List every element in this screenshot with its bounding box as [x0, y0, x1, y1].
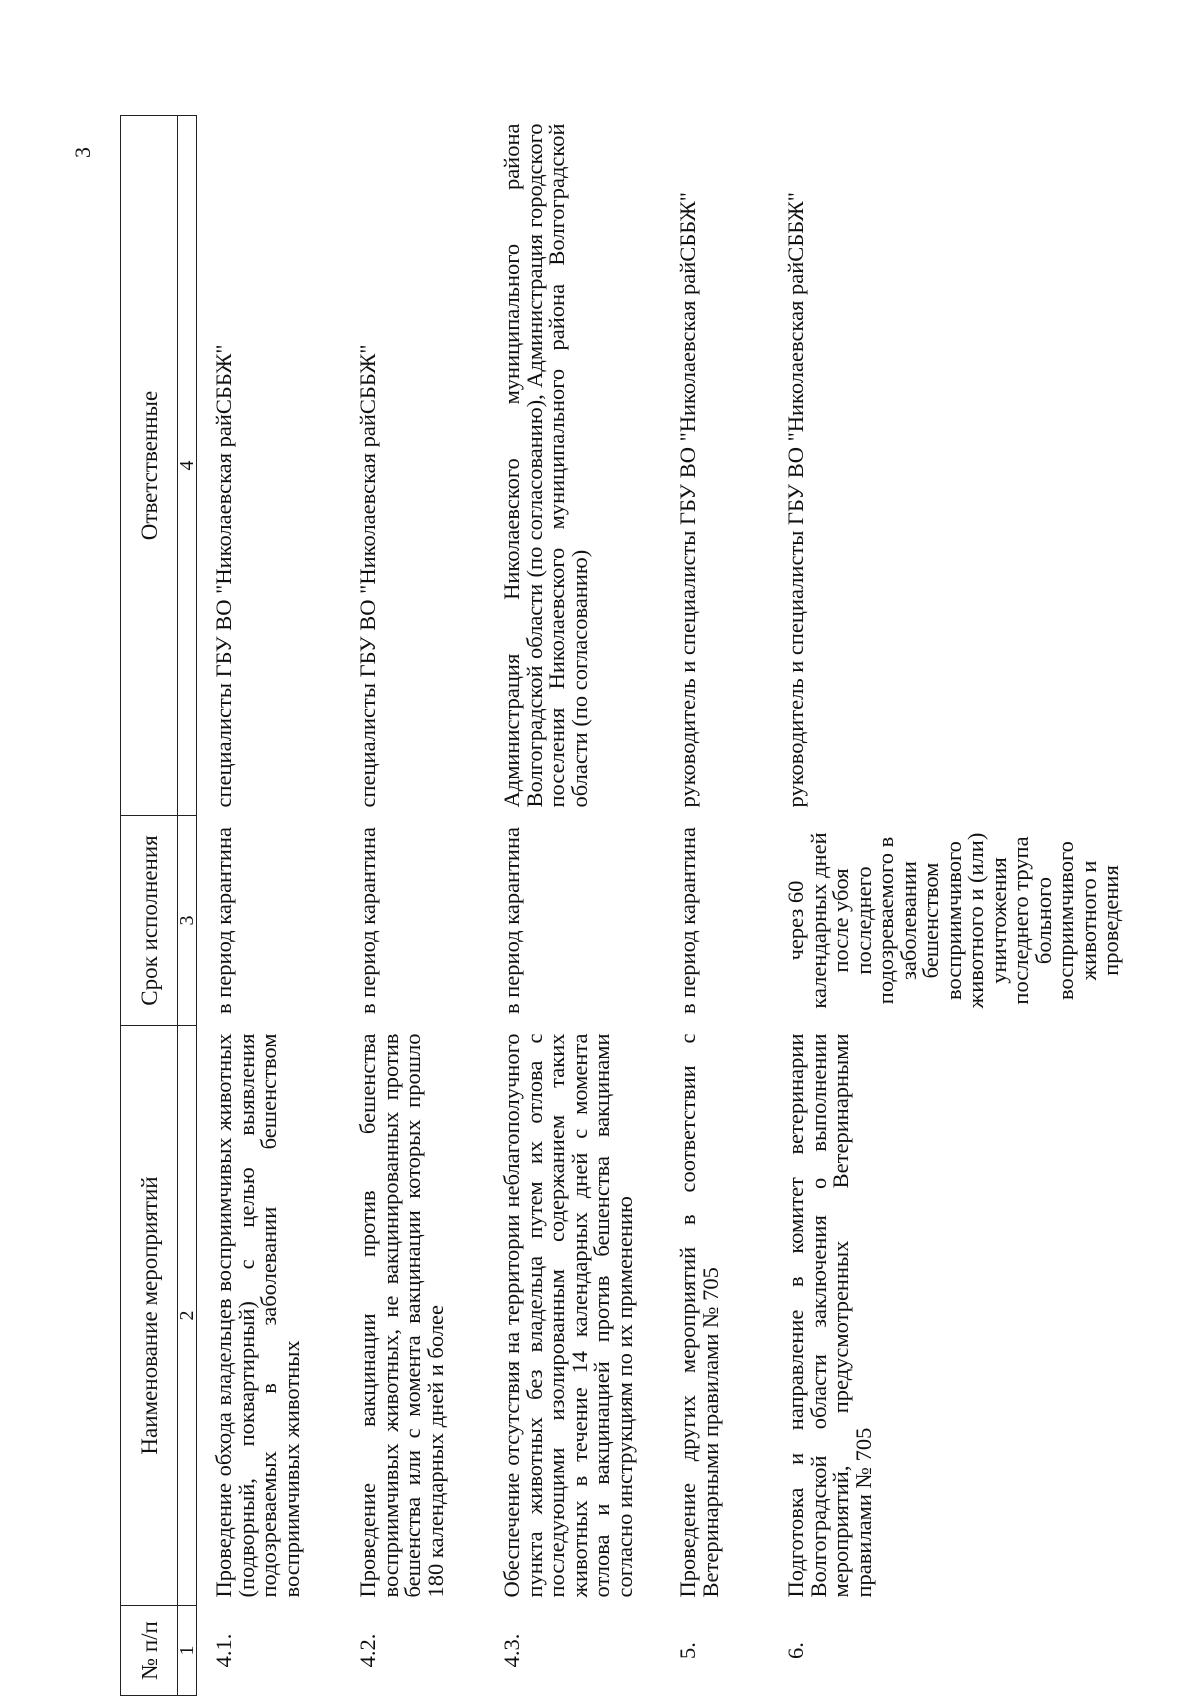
row-number: 5.: [675, 1642, 700, 1659]
deadline: в период карантина: [211, 827, 236, 1014]
measure-name: Проведение других мероприятий в соответствии с Ветеринарными правилами № 705: [675, 1033, 723, 1598]
column-number: 1: [178, 1606, 197, 1696]
deadline: в период карантина: [355, 827, 380, 1014]
row-number: 4.1.: [211, 1633, 236, 1668]
header-responsible: Ответственные: [121, 116, 178, 816]
measure-name: Обеспечение отсутствия на территории неблагополучного пункта животных без владельца путем их отлова с последующими изолированным содержанием таких животных в течение 14 календарных дней с момента отлова и вакцинацией против бешенства вакцинами согласно инструкциям по их применению: [499, 1033, 637, 1598]
page-number: 3: [70, 147, 95, 158]
table-row: [661, 116, 769, 1696]
table-header-row: [121, 116, 178, 1696]
deadline: через 60 календарных дней после убоя последнего подозреваемого в заболевании бешенством восприимчивого животного и (или) уничтожения последнего трупа больного восприимчивого животного и проведения: [783, 832, 1123, 1009]
table-row: [485, 116, 661, 1696]
row-number: 6.: [783, 1642, 808, 1659]
measures-table: [120, 115, 1133, 1696]
responsible: руководитель и специалисты ГБУ ВО "Николаевская райСББЖ": [675, 192, 700, 808]
measure-name: Проведение обхода владельцев восприимчивых животных (подворный, поквартирный) с целью выявления подозреваемых в заболевании бешенством восприимчивых животных: [211, 1033, 304, 1598]
table-row: [197, 116, 342, 1696]
deadline: в период карантина: [675, 827, 700, 1014]
responsible: специалисты ГБУ ВО "Николаевская райСББЖ": [355, 344, 380, 808]
table-row: [341, 116, 485, 1696]
row-number: 4.2.: [355, 1633, 380, 1668]
responsible: руководитель и специалисты ГБУ ВО "Николаевская райСББЖ": [783, 192, 808, 808]
header-measure-name: Наименование мероприятий: [121, 1026, 178, 1606]
column-number: 2: [178, 1026, 197, 1606]
column-number: 4: [178, 116, 197, 816]
deadline: в период карантина: [499, 827, 524, 1014]
column-number: 3: [178, 816, 197, 1026]
header-number: № п/п: [121, 1606, 178, 1696]
header-deadline: Срок исполнения: [121, 816, 178, 1026]
measure-name: Подготовка и направление в комитет ветеринарии Волгоградской области заключения о выполнении мероприятий, предусмотренных Ветеринарными правилами № 705: [783, 1033, 876, 1598]
column-number-row: [178, 116, 197, 1696]
row-number: 4.3.: [499, 1633, 524, 1668]
responsible: специалисты ГБУ ВО "Николаевская райСББЖ": [211, 344, 236, 808]
measure-name: Проведение вакцинации против бешенства восприимчивых животных, не вакцинированных против бешенства или с момента вакцинации которых прошло 180 календарных дней и более: [355, 1033, 448, 1598]
responsible: Администрация Николаевского муниципального района Волгоградской области (по согласованию), Администрация городского поселения Николаевского муниципального района Волгоградской области (по согласованию): [499, 123, 592, 808]
table-row: [769, 116, 1133, 1696]
